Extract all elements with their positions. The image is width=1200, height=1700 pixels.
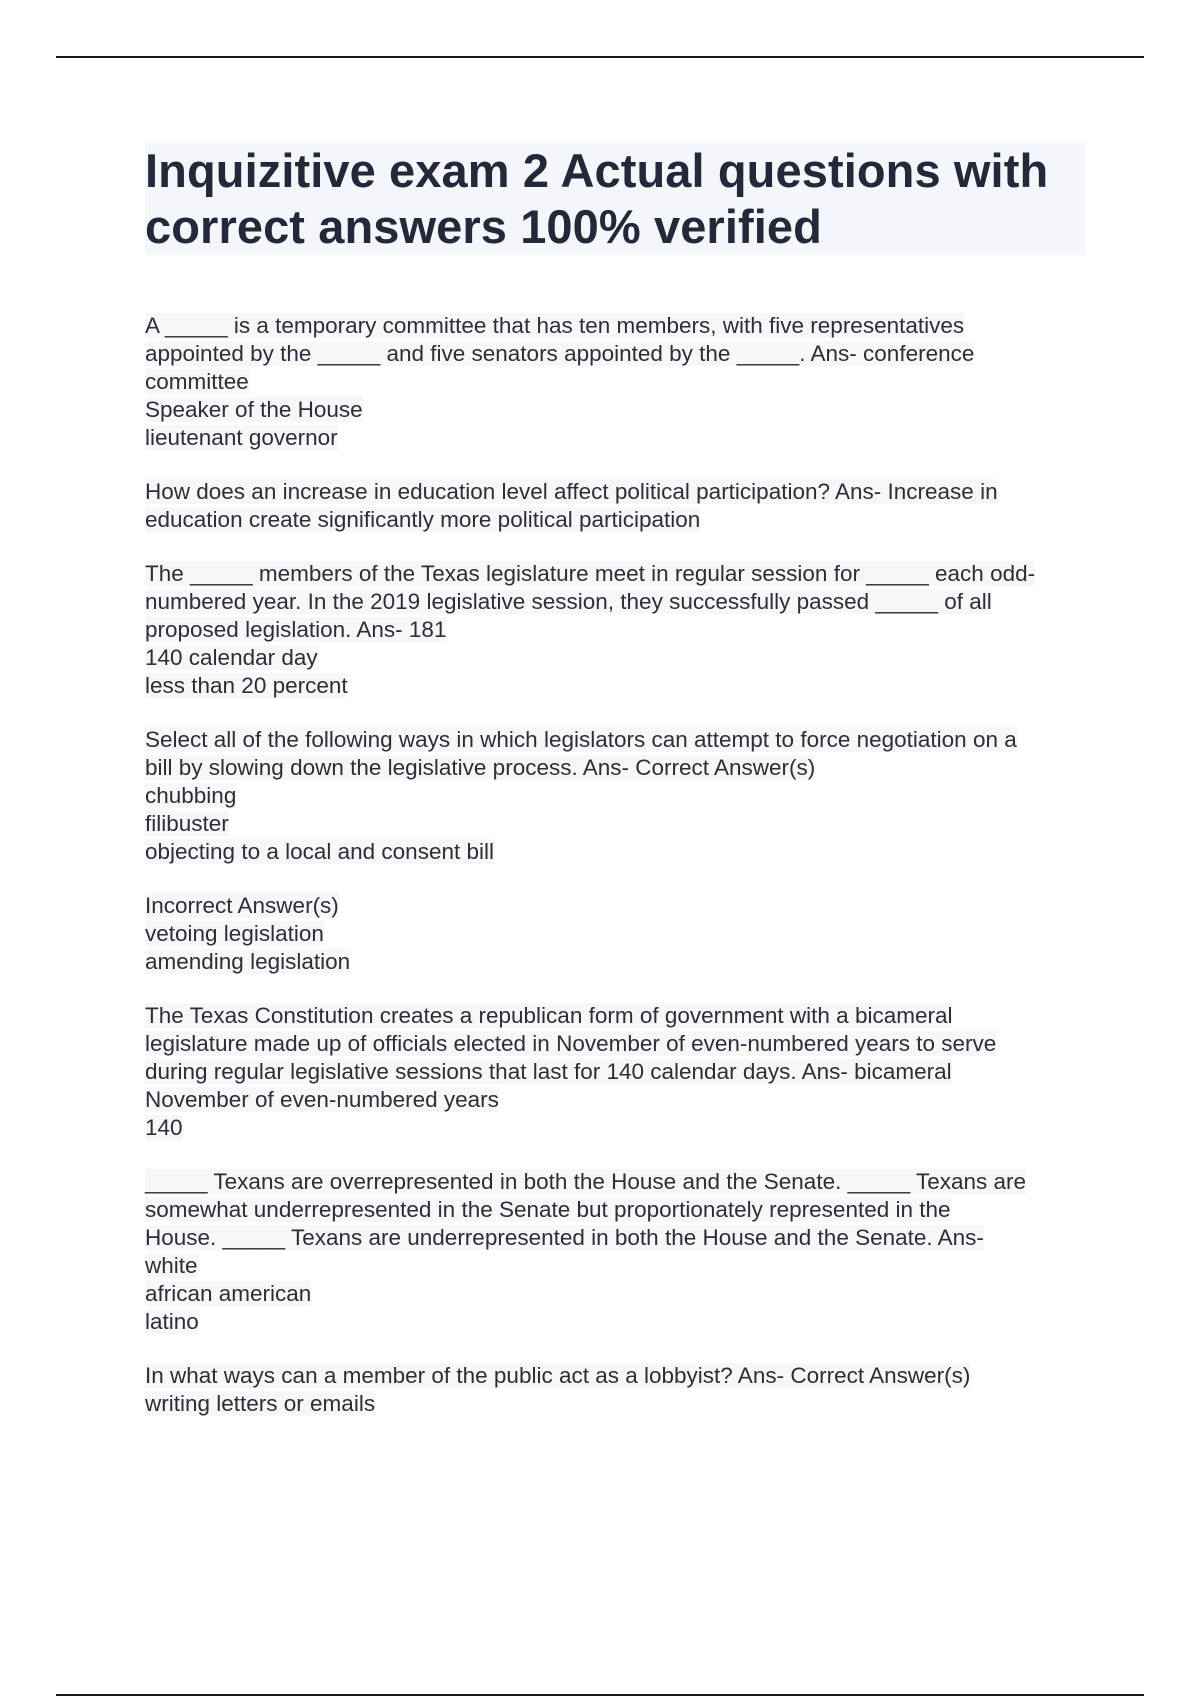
page-title xyxy=(145,143,1085,255)
text-line: How does an increase in education level affect political participation? Ans- Increase in xyxy=(145,479,998,504)
text-line: white xyxy=(145,1253,198,1278)
text-line: 140 calendar day xyxy=(145,645,318,670)
qa-block-4 xyxy=(145,726,1085,866)
text-line: vetoing legislation xyxy=(145,921,324,946)
title-line: Inquizitive exam 2 Actual questions with xyxy=(145,144,1049,197)
qa-block-5 xyxy=(145,892,1085,976)
qa-block-6 xyxy=(145,1002,1085,1142)
bottom-rule xyxy=(56,1694,1144,1696)
text-line: Speaker of the House xyxy=(145,397,363,422)
text-line: objecting to a local and consent bill xyxy=(145,839,494,864)
text-line: The _____ members of the Texas legislature meet in regular session for _____ each odd- xyxy=(145,561,1036,586)
text-line: bill by slowing down the legislative process. Ans- Correct Answer(s) xyxy=(145,755,816,780)
text-line: A _____ is a temporary committee that has ten members, with five representatives xyxy=(145,313,965,338)
qa-block-8 xyxy=(145,1362,1085,1418)
text-line: education create significantly more political participation xyxy=(145,507,701,532)
text-line: less than 20 percent xyxy=(145,673,348,698)
text-line: filibuster xyxy=(145,811,229,836)
text-line: proposed legislation. Ans- 181 xyxy=(145,617,447,642)
text-line: lieutenant governor xyxy=(145,425,338,450)
title-block xyxy=(145,143,1085,255)
text-line: appointed by the _____ and five senators appointed by the _____. Ans- conference xyxy=(145,341,975,366)
text-line: 140 xyxy=(145,1115,183,1140)
qa-block-3 xyxy=(145,560,1085,700)
text-line: somewhat underrepresented in the Senate but proportionately represented in the xyxy=(145,1197,951,1222)
text-line: chubbing xyxy=(145,783,237,808)
text-line: House. _____ Texans are underrepresented in both the House and the Senate. Ans- xyxy=(145,1225,984,1250)
text-line: latino xyxy=(145,1309,199,1334)
text-line: during regular legislative sessions that last for 140 calendar days. Ans- bicameral xyxy=(145,1059,952,1084)
text-line: writing letters or emails xyxy=(145,1391,376,1416)
text-line: numbered year. In the 2019 legislative session, they successfully passed _____ of all xyxy=(145,589,992,614)
text-line: November of even-numbered years xyxy=(145,1087,499,1112)
text-line: _____ Texans are overrepresented in both the House and the Senate. _____ Texans are xyxy=(145,1169,1027,1194)
text-line: legislature made up of officials elected in November of even-numbered years to serve xyxy=(145,1031,997,1056)
title-line: correct answers 100% verified xyxy=(145,200,822,253)
text-line: Select all of the following ways in which legislators can attempt to force negotiation on a xyxy=(145,727,1017,752)
qa-block-7 xyxy=(145,1168,1085,1336)
text-line: In what ways can a member of the public act as a lobbyist? Ans- Correct Answer(s) xyxy=(145,1363,971,1388)
qa-block-1 xyxy=(145,312,1085,452)
top-rule xyxy=(56,56,1144,58)
text-line: Incorrect Answer(s) xyxy=(145,893,339,918)
text-line: The Texas Constitution creates a republican form of government with a bicameral xyxy=(145,1003,953,1028)
text-line: amending legislation xyxy=(145,949,351,974)
text-line: committee xyxy=(145,369,249,394)
text-line: african american xyxy=(145,1281,312,1306)
qa-block-2 xyxy=(145,478,1085,534)
qa-content xyxy=(145,312,1085,1444)
